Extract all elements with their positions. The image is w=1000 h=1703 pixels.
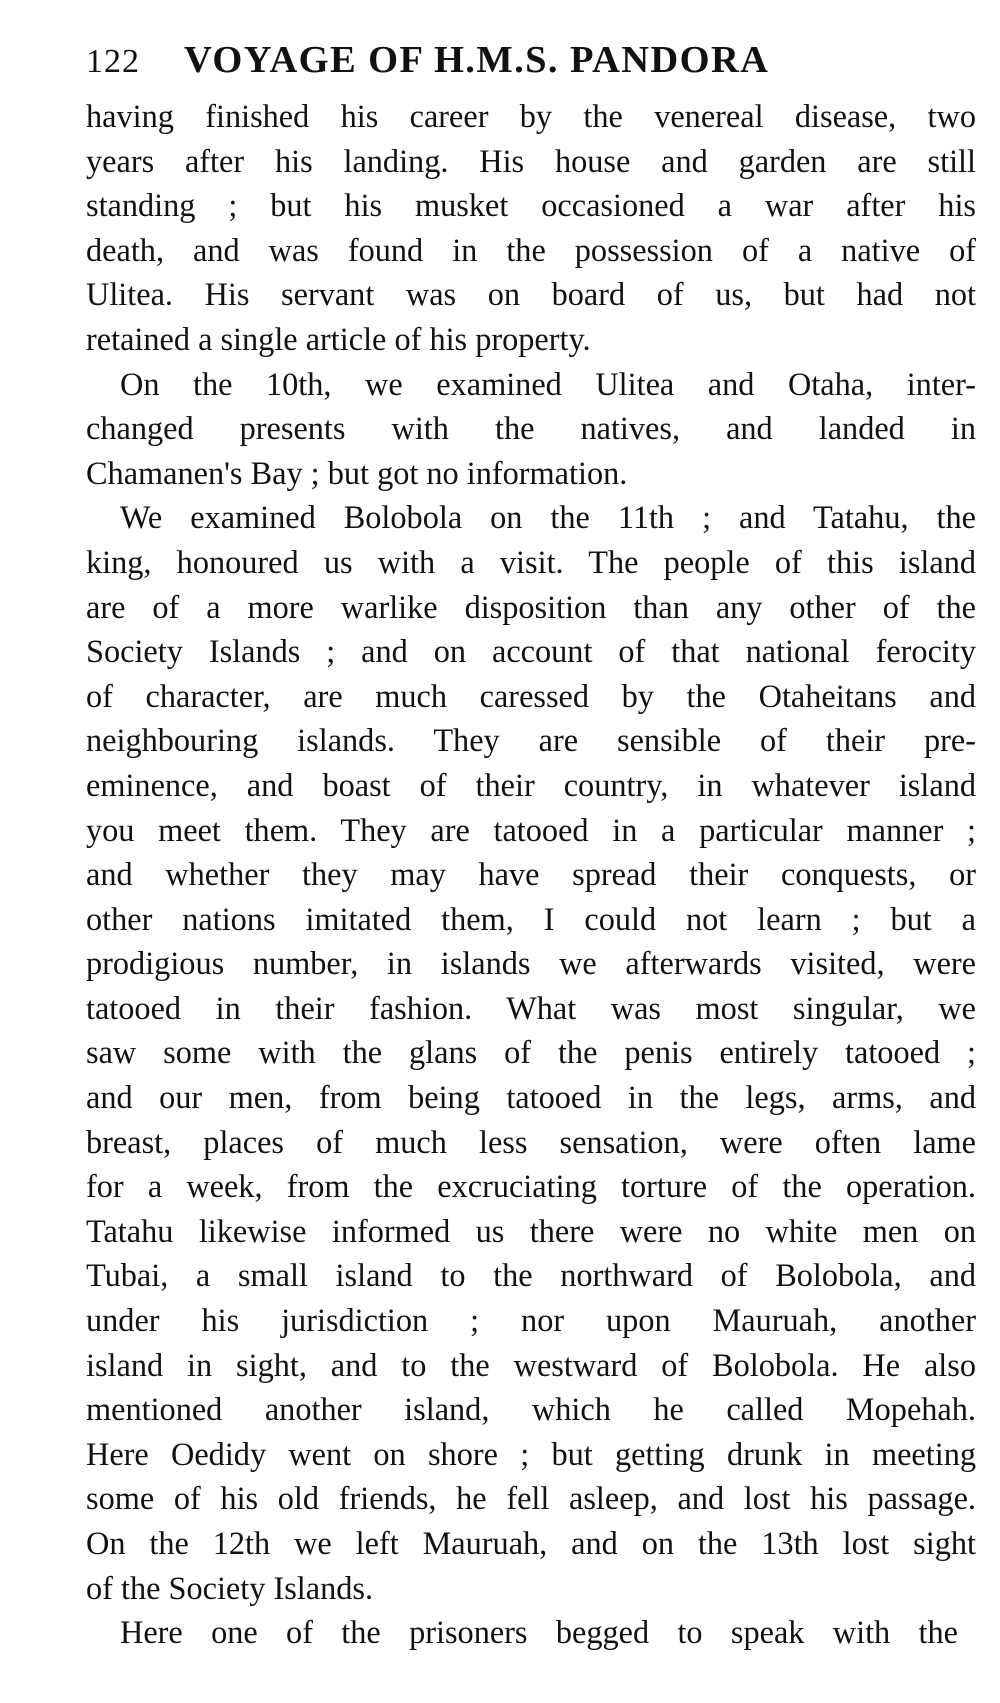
text-line: On the 12th we left Mauruah, and on the 13th lost sight [86,1525,976,1561]
text-line: breast, places of much less sensation, were often lame [86,1123,976,1160]
running-head [86,38,976,94]
text-line: retained a single article of his property. [86,320,591,357]
text-line: death, and was found in the possession of a native of [86,231,976,268]
text-line: having finished his career by the venereal disease, two [86,98,976,134]
text-line: saw some with the glans of the penis entirely tatooed ; [86,1034,976,1071]
text-line: We examined Bolobola on the 11th ; and Tatahu, the [120,499,976,536]
text-line: of character, are much caressed by the Otaheitans and [86,677,976,714]
text-line: under his jurisdiction ; nor upon Mauruah, another [86,1302,976,1339]
paragraph [86,495,976,1610]
text-line: Here Oedidy went on shore ; but getting drunk in meeting [86,1435,976,1472]
text-line: changed presents with the natives, and landed in [86,410,976,447]
text-line: On the 10th, we examined Ulitea and Otaha, inter- [120,365,976,402]
paragraph [86,362,976,496]
text-line: king, honoured us with a visit. The people of this island [86,543,976,580]
text-line: years after his landing. His house and garden are still [86,142,976,179]
paragraph [86,1610,976,1655]
page-number: 122 [86,43,140,80]
text-line: neighbouring islands. They are sensible of their pre- [86,722,976,759]
text-line: other nations imitated them, I could not learn ; but a [86,900,976,937]
paragraph [86,94,976,362]
text-line: tatooed in their fashion. What was most singular, we [86,989,976,1026]
text-line: Chamanen's Bay ; but got no information. [86,454,628,491]
body-text [86,94,976,1655]
text-line: Tubai, a small island to the northward of Bolobola, and [86,1257,976,1294]
running-title: VOYAGE OF H.M.S. PANDORA [184,39,770,81]
text-line: Ulitea. His servant was on board of us, but had not [86,276,976,313]
text-line: island in sight, and to the westward of Bolobola. He also [86,1346,976,1383]
text-line: and whether they may have spread their conquests, or [86,856,976,893]
text-line: Society Islands ; and on account of that national ferocity [86,633,976,670]
text-line: eminence, and boast of their country, in whatever island [86,766,976,803]
text-line: prodigious number, in islands we afterwards visited, were [86,945,976,982]
text-line: Tatahu likewise informed us there were no white men on [86,1212,976,1249]
text-line: standing ; but his musket occasioned a war after his [86,187,976,224]
text-line: of the Society Islands. [86,1569,374,1606]
text-line: are of a more warlike disposition than any other of the [86,588,976,625]
book-page [86,38,976,1655]
text-line: some of his old friends, he fell asleep, and lost his passage. [86,1480,976,1517]
text-line: and our men, from being tatooed in the legs, arms, and [86,1079,976,1116]
text-line: you meet them. They are tatooed in a particular manner ; [86,811,976,848]
text-line: for a week, from the excruciating torture of the operation. [86,1168,976,1205]
text-line: mentioned another island, which he called Mopehah. [86,1391,976,1428]
text-line: Here one of the prisoners begged to speak with the [120,1614,958,1651]
